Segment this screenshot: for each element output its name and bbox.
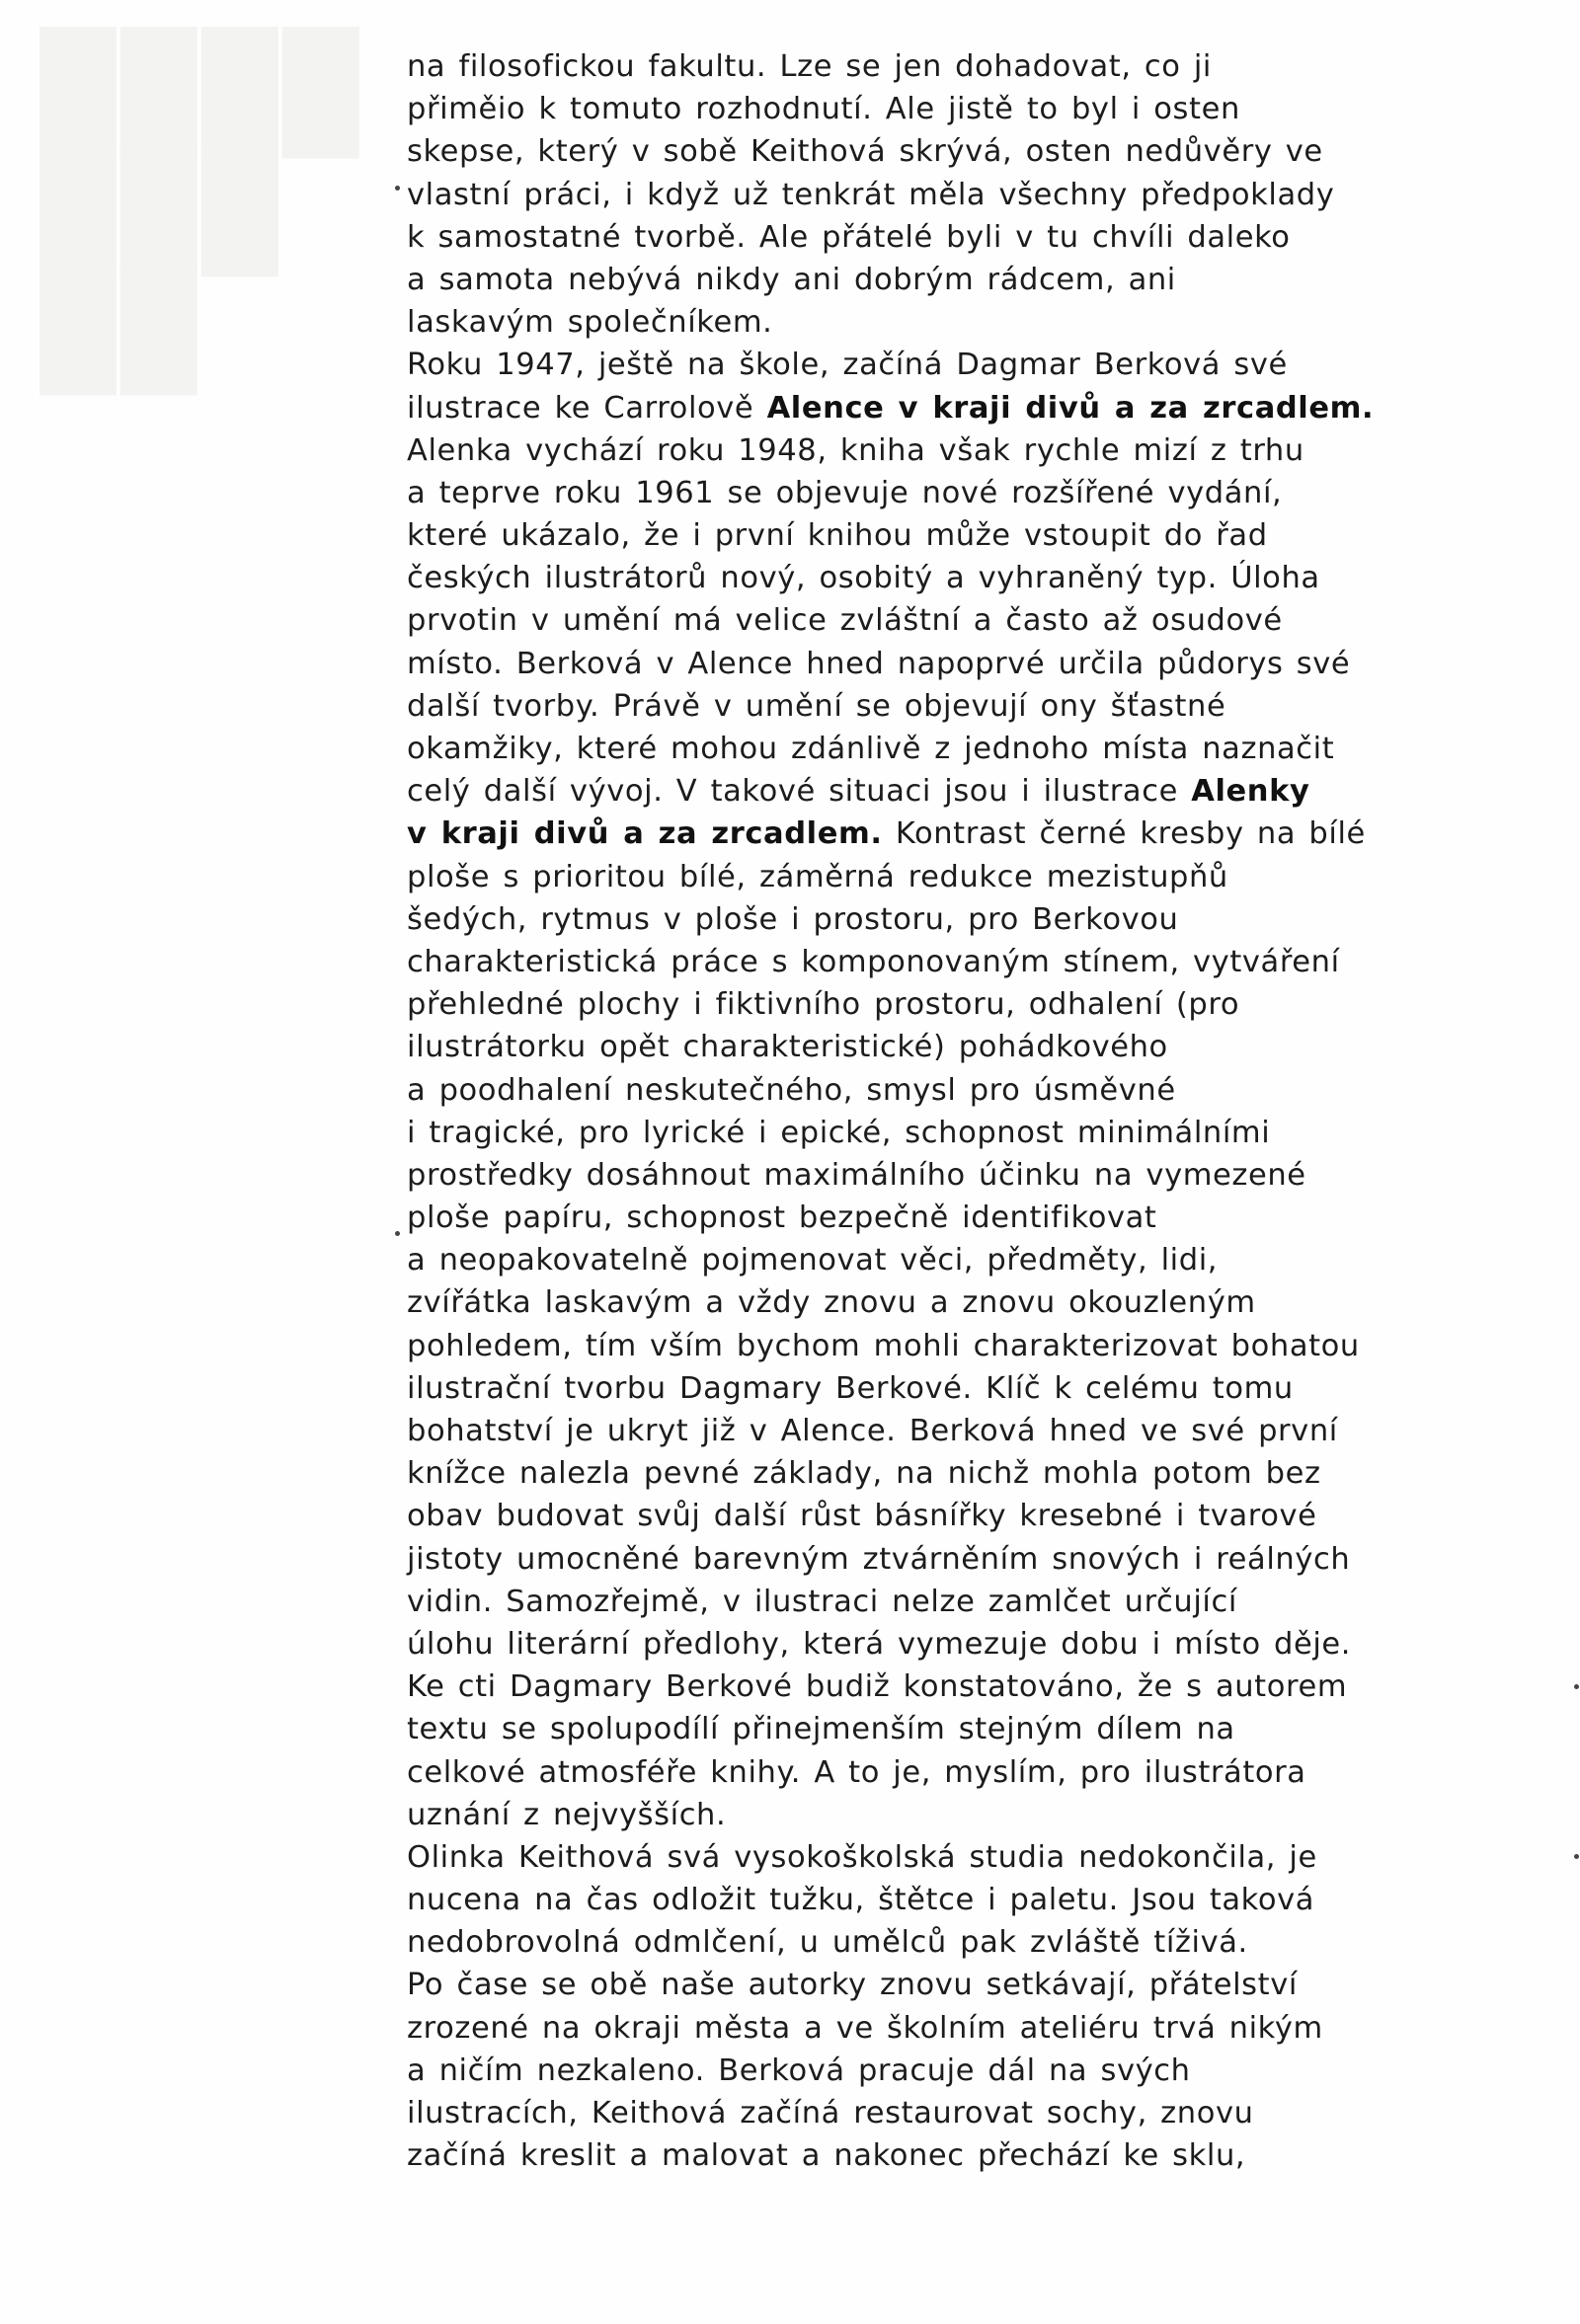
show-through-shadow: ████ ███ ██ bbox=[40, 28, 363, 386]
text-segment: i tragické, pro lyrické i epické, schopnost minimálními bbox=[407, 1115, 1271, 1150]
text-line bbox=[407, 983, 1434, 1026]
text-segment: Roku 1947, ještě na škole, začíná Dagmar Berková své bbox=[407, 348, 1288, 383]
text-line bbox=[407, 88, 1434, 130]
text-segment: a ničím nezkaleno. Berková pracuje dál na svých bbox=[407, 2053, 1191, 2088]
text-line bbox=[407, 1069, 1434, 1112]
text-segment: další tvorby. Právě v umění se objevují ony šťastné bbox=[407, 688, 1226, 724]
text-segment: ilustracích, Keithová začíná restaurovat sochy, znovu bbox=[407, 2096, 1254, 2130]
text-segment: nucena na čas odložit tužku, štětce i paletu. Jsou taková bbox=[407, 1883, 1315, 1918]
text-line bbox=[407, 1964, 1434, 2006]
text-line bbox=[407, 1794, 1434, 1836]
text-segment: které ukázalo, že i první knihou může vstoupit do řad bbox=[407, 518, 1268, 554]
text-line bbox=[407, 2007, 1434, 2050]
text-line bbox=[407, 1836, 1434, 1879]
text-line bbox=[407, 813, 1434, 855]
text-line bbox=[407, 429, 1434, 472]
text-segment: přehledné plochy i fiktivního prostoru, odhalení (pro bbox=[407, 987, 1240, 1023]
margin-mark bbox=[1574, 1684, 1579, 1689]
text-line bbox=[407, 685, 1434, 728]
text-line bbox=[407, 1452, 1434, 1495]
text-line bbox=[407, 1921, 1434, 1964]
text-segment: charakteristická práce s komponovaným stínem, vytváření bbox=[407, 944, 1340, 979]
text-line bbox=[407, 1197, 1434, 1239]
text-segment: ilustrátorku opět charakteristické) pohádkového bbox=[407, 1030, 1168, 1065]
text-segment: vlastní práci, i když už tenkrát měla všechny předpoklady bbox=[407, 177, 1335, 212]
text-segment: ilustrace ke Carrolově bbox=[407, 390, 767, 426]
margin-mark bbox=[395, 1231, 400, 1236]
text-segment: ploše papíru, schopnost bezpečně identifikovat bbox=[407, 1201, 1157, 1236]
margin-mark bbox=[395, 186, 400, 191]
text-segment: a neopakovatelně pojmenovat věci, předměty, lidi, bbox=[407, 1243, 1219, 1278]
text-segment: Olinka Keithová svá vysokoškolská studia nedokončila, je bbox=[407, 1839, 1317, 1875]
text-segment: knížce nalezla pevné základy, na nichž mohla potom bez bbox=[407, 1456, 1321, 1492]
text-segment: prostředky dosáhnout maximálního účinku na vymezené bbox=[407, 1157, 1306, 1193]
text-segment: Alenka vychází roku 1948, kniha však rychle mizí z trhu bbox=[407, 432, 1304, 468]
text-segment: ploše s prioritou bílé, záměrná redukce mezistupňů bbox=[407, 859, 1228, 894]
text-segment: okamžiky, které mohou zdánlivě z jednoho místa naznačit bbox=[407, 732, 1335, 766]
text-segment: místo. Berková v Alence hned napoprvé určila půdorys své bbox=[407, 646, 1351, 681]
text-segment: skepse, který v sobě Keithová skrývá, osten nedůvěry ve bbox=[407, 134, 1323, 170]
text-segment: a teprve roku 1961 se objevuje nové rozšířené vydání, bbox=[407, 475, 1283, 510]
text-line bbox=[407, 1239, 1434, 1281]
text-line bbox=[407, 344, 1434, 386]
text-segment: jistoty umocněné barevným ztvárněním snových i reálných bbox=[407, 1541, 1351, 1577]
text-line bbox=[407, 514, 1434, 557]
text-line bbox=[407, 2092, 1434, 2134]
book-title-text: Alenky bbox=[1191, 774, 1310, 810]
text-segment: Po čase se obě naše autorky znovu setkávají, přátelství bbox=[407, 1968, 1298, 2003]
text-line bbox=[407, 130, 1434, 173]
text-segment: obav budovat svůj další růst básnířky kresebné i tvarové bbox=[407, 1499, 1317, 1534]
text-line bbox=[407, 45, 1434, 88]
text-segment: Ke cti Dagmary Berkové budiž konstatováno, že s autorem bbox=[407, 1669, 1348, 1705]
text-segment: úlohu literární předlohy, která vymezuje dobu i místo děje. bbox=[407, 1626, 1352, 1662]
text-segment: pohledem, tím vším bychom mohli charakterizovat bohatou bbox=[407, 1328, 1360, 1363]
text-line bbox=[407, 643, 1434, 685]
text-line bbox=[407, 216, 1434, 259]
text-segment: bohatství je ukryt již v Alence. Berková hned ve své první bbox=[407, 1414, 1338, 1448]
text-line bbox=[407, 1538, 1434, 1581]
text-line bbox=[407, 728, 1434, 770]
text-segment: nedobrovolná odmlčení, u umělců pak zvláště tíživá. bbox=[407, 1925, 1248, 1961]
text-segment: zvířátka laskavým a vždy znovu a znovu okouzleným bbox=[407, 1285, 1256, 1321]
text-segment: ilustrační tvorbu Dagmary Berkové. Klíč k celému tomu bbox=[407, 1370, 1294, 1406]
text-segment: a samota nebývá nikdy ani dobrým rádcem, ani bbox=[407, 262, 1176, 297]
text-line bbox=[407, 259, 1434, 301]
book-title-text: v kraji divů a za zrcadlem. bbox=[407, 816, 883, 852]
body-text bbox=[407, 45, 1434, 2177]
text-line bbox=[407, 1367, 1434, 1410]
text-line bbox=[407, 557, 1434, 599]
text-segment: zrozené na okraji města a ve školním ateliéru trvá nikým bbox=[407, 2010, 1323, 2046]
text-segment: na filosofickou fakultu. Lze se jen dohadovat, co ji bbox=[407, 49, 1212, 84]
text-line bbox=[407, 387, 1434, 429]
text-segment: šedých, rytmus v ploše i prostoru, pro Berkovou bbox=[407, 901, 1179, 937]
text-line bbox=[407, 1495, 1434, 1537]
text-segment: k samostatné tvorbě. Ale přátelé byli v tu chvíli daleko bbox=[407, 219, 1291, 255]
text-segment: prvotin v umění má velice zvláštní a často až osudové bbox=[407, 603, 1283, 639]
text-line bbox=[407, 1281, 1434, 1324]
text-line bbox=[407, 174, 1434, 216]
book-title-text: Alence v kraji divů a za zrcadlem. bbox=[766, 390, 1375, 426]
text-line bbox=[407, 1879, 1434, 1921]
text-segment: a poodhalení neskutečného, smysl pro úsměvné bbox=[407, 1072, 1176, 1108]
text-segment: Kontrast černé kresby na bílé bbox=[882, 816, 1366, 852]
text-line bbox=[407, 1666, 1434, 1708]
text-line bbox=[407, 1623, 1434, 1666]
text-segment: přiměio k tomuto rozhodnutí. Ale jistě to byl i osten bbox=[407, 92, 1240, 127]
text-line bbox=[407, 941, 1434, 983]
text-segment: českých ilustrátorů nový, osobitý a vyhraněný typ. Úloha bbox=[407, 561, 1320, 596]
text-segment: celý další vývoj. V takové situaci jsou i ilustrace bbox=[407, 774, 1192, 810]
text-line bbox=[407, 2134, 1434, 2177]
text-segment: textu se spolupodílí přinejmenším stejným dílem na bbox=[407, 1712, 1235, 1747]
text-line bbox=[407, 1708, 1434, 1750]
text-segment: začíná kreslit a malovat a nakonec přechází ke sklu, bbox=[407, 2138, 1246, 2174]
margin-mark bbox=[1574, 1854, 1579, 1859]
text-segment: uznání z nejvyšších. bbox=[407, 1797, 727, 1832]
text-line bbox=[407, 770, 1434, 813]
text-line bbox=[407, 1154, 1434, 1197]
text-line bbox=[407, 472, 1434, 514]
text-line bbox=[407, 1581, 1434, 1623]
text-line bbox=[407, 2050, 1434, 2092]
text-line bbox=[407, 856, 1434, 898]
text-segment: laskavým společníkem. bbox=[407, 305, 773, 341]
text-line bbox=[407, 301, 1434, 344]
text-line bbox=[407, 1410, 1434, 1452]
text-line bbox=[407, 898, 1434, 941]
text-segment: celkové atmosféře knihy. A to je, myslím, pro ilustrátora bbox=[407, 1754, 1306, 1790]
text-line bbox=[407, 1751, 1434, 1794]
text-line bbox=[407, 1026, 1434, 1068]
text-segment: vidin. Samozřejmě, v ilustraci nelze zamlčet určující bbox=[407, 1584, 1237, 1619]
text-line bbox=[407, 599, 1434, 642]
text-line bbox=[407, 1112, 1434, 1154]
text-line bbox=[407, 1325, 1434, 1367]
